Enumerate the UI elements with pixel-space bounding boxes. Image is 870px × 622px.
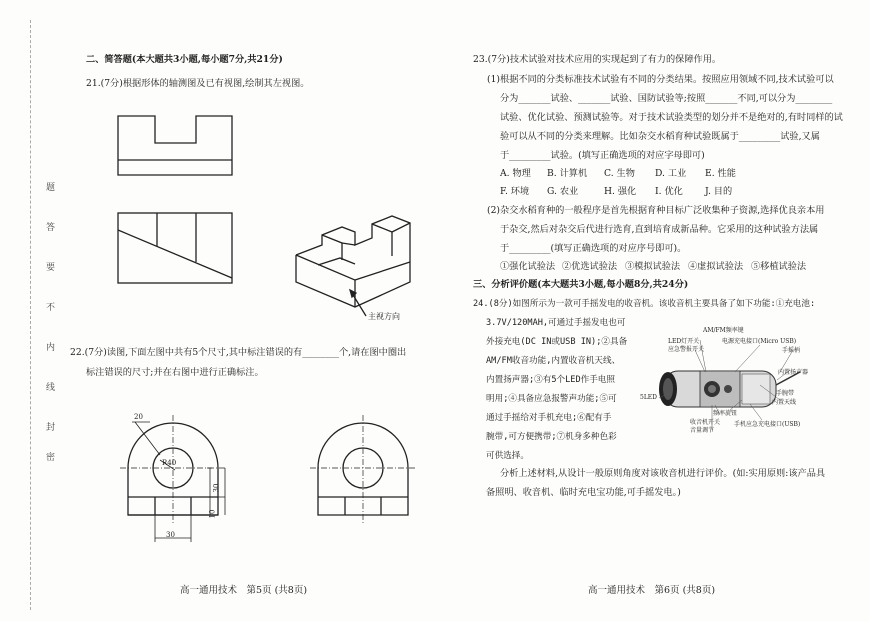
option: H. 强化	[604, 186, 637, 197]
label-led-switch: LED灯开关	[668, 338, 700, 345]
q23-part1-line1: (1)根据不同的分类标准技术试验有不同的分类结果。按照应用领域不同,技术试验可以	[487, 74, 834, 85]
q23-part2-line3: 于_________(填写正确选项的对应序号即可)。	[500, 243, 687, 254]
section-heading: 二、简答题(本大题共3小题,每小题7分,共21分)	[86, 54, 283, 65]
q24-line: 可供选择。	[486, 451, 529, 461]
side-char: 线	[46, 383, 56, 393]
option: A. 物理	[500, 168, 531, 179]
side-char: 题	[46, 183, 56, 193]
label-crank: 手摇柄	[782, 347, 801, 354]
section-heading-3: 三、分析评价题(本大题共3小题,每小题8分,共24分)	[473, 279, 689, 290]
side-char: 封	[46, 423, 56, 433]
q23-part2-line2: 于杂交,然后对杂交后代进行选育,直到培育成新品种。它采用的这种试验方法属	[500, 224, 819, 235]
option: D. 工业	[655, 168, 687, 179]
view-direction-label: 主视方向	[368, 312, 400, 321]
label-antenna: 内置天线	[772, 399, 797, 406]
q24-line: AM/FM收音功能,内置收音机天线、	[486, 356, 621, 366]
q24-analysis: 分析上述材料,从设计一般原则角度对该收音机进行评价。(如:实用原则:该产品具	[500, 468, 826, 479]
q24-line: 明用;④具备应急报警声功能;⑤可	[486, 394, 617, 404]
question-24: 24.(8分)如图所示为一款可手摇发电的收音机。该收音机主要具备了如下功能:①充电池:	[473, 299, 816, 309]
side-char: 答	[46, 223, 56, 233]
q23-part1-line4: 验可以从不同的分类来理解。比如杂交水稻育种试验既属于_________试验,又属	[500, 131, 820, 142]
dim-10: 10	[208, 509, 217, 519]
q23-part1-line2: 分为_______试验、_______试验、国防试验等;按照_______不同,可以分为________	[500, 93, 833, 104]
option: E. 性能	[705, 168, 736, 179]
dim-30-horizontal: 30	[166, 531, 175, 539]
q23-part1-line5: 于_________试验。(填写正确选项的对应字母即可)	[500, 150, 705, 161]
option: J. 目的	[705, 186, 733, 197]
q24-line: 内置扬声器;③有5个LED作手电照	[486, 375, 615, 385]
method-option: ②优选试验法	[562, 261, 618, 272]
label-speaker: 内置扬声器	[778, 369, 809, 376]
q23-part1-line3: 试验、优化试验、预测试验等。对于技术试验类型的划分并不是绝对的,有时同样的试	[500, 112, 843, 123]
side-char: 不	[46, 303, 56, 313]
label-wrist: 手腕带	[776, 390, 795, 397]
dim-r40: R40	[162, 459, 177, 467]
label-charge-port: 电源充电接口(Micro USB)	[722, 338, 797, 345]
question-22: 22.(7分)读图,下面左图中共有5个尺寸,其中标注错误的有________个,请在图中圈出	[70, 347, 407, 358]
q24-line: 腕带,可方便携带;⑦机身多种色彩	[486, 432, 617, 442]
right-footer: 高一通用技术 第6页 (共8页)	[588, 585, 716, 596]
q24-analysis-cont: 备照明、收音机、临时充电宝功能,可手摇发电。)	[486, 487, 681, 498]
option: C. 生物	[604, 168, 635, 179]
q23-part2-line1: (2)杂交水稻育种的一般程序是首先根据育种目标广泛收集种子资源,选择优良亲本用	[487, 205, 825, 216]
question-23: 23.(7分)技术试验对技术应用的实现起到了有力的保障作用。	[473, 54, 722, 65]
option: F. 环境	[500, 186, 530, 197]
q24-line: 3.7V/120MAH,可通过手摇发电也可	[486, 318, 626, 328]
left-footer: 高一通用技术 第5页 (共8页)	[180, 585, 308, 596]
method-option: ①强化试验法	[500, 261, 556, 272]
option: I. 优化	[655, 186, 683, 197]
method-option: ④虚拟试验法	[688, 261, 744, 272]
label-radio-switch: 收音机开关	[690, 419, 721, 426]
question-21: 21.(7分)根据形体的轴测图及已有视图,绘制其左视图。	[86, 78, 310, 89]
option: B. 计算机	[547, 168, 588, 179]
question-22-cont: 标注错误的尺寸;并在右图中进行正确标注。	[86, 367, 264, 378]
label-alarm-switch: 应急警报开关	[668, 346, 705, 353]
option: G. 农业	[547, 186, 579, 197]
side-char: 要	[46, 263, 56, 273]
label-amfm: AM/FM频率键	[703, 327, 744, 334]
method-option: ③模拟试验法	[625, 261, 681, 272]
label-5led: 5LED	[640, 394, 657, 401]
side-char: 内	[46, 343, 56, 353]
q24-line: 外接充电(DC IN或USB IN);②具备	[486, 337, 628, 347]
dim-20: 20	[134, 413, 143, 421]
side-char: 密	[46, 453, 56, 463]
q24-line: 通过手摇给对手机充电;⑥配有手	[486, 413, 612, 423]
method-option: ⑤移植试验法	[751, 261, 807, 272]
label-phone-port: 手机应急充电接口(USB)	[734, 421, 801, 428]
label-freq-knob: 频率旋钮	[713, 410, 738, 417]
label-volume: 音量调节	[690, 427, 715, 434]
dim-30-vertical: 30	[212, 483, 221, 493]
